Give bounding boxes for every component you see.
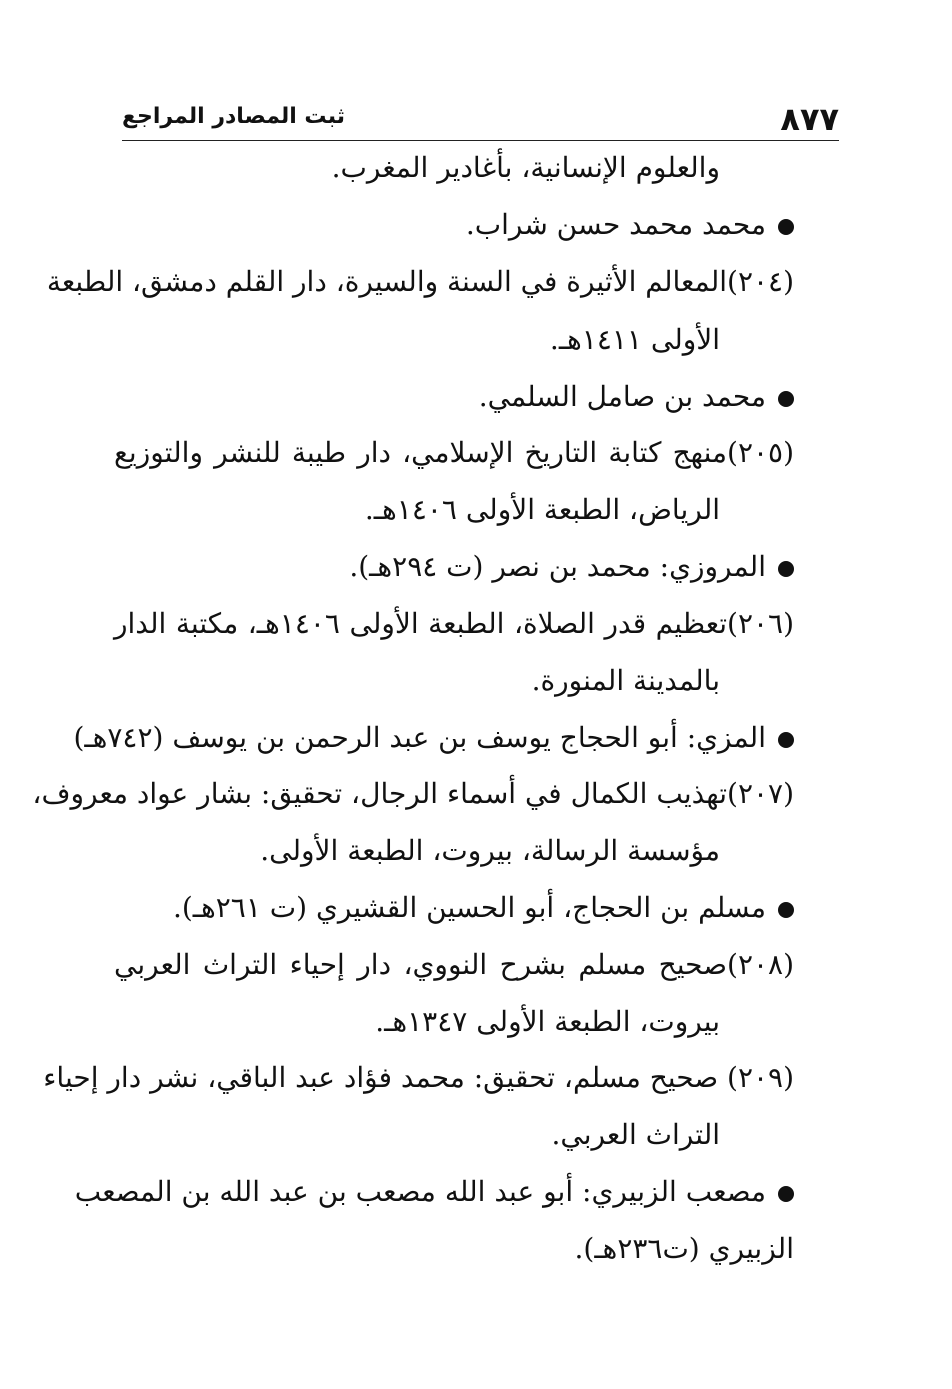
page-header: [122, 96, 839, 141]
bullet-icon: [778, 902, 794, 918]
bullet-icon: [778, 219, 794, 235]
reference-continuation: بالمدينة المنورة.: [531, 664, 720, 697]
reference-entry: (٢٠٩) صحيح مسلم، تحقيق: محمد فؤاد عبد الباقي، نشر دار إحياء: [43, 1061, 794, 1094]
reference-entry: (٢٠٦)تعظيم قدر الصلاة، الطبعة الأولى ١٤٠٦هـ، مكتبة الدار: [114, 607, 794, 640]
running-title: ثبت المصادر المراجع: [122, 104, 345, 129]
author-name: المروزي: محمد بن نصر (ت ٢٩٤هـ).: [349, 550, 766, 583]
author-entry: [173, 888, 794, 928]
reference-continuation: مؤسسة الرسالة، بيروت، الطبعة الأولى.: [260, 834, 720, 867]
bullet-icon: [778, 1186, 794, 1202]
page-number: ٨٧٧: [780, 100, 839, 138]
bullet-icon: [778, 561, 794, 577]
reference-entry: (٢٠٤)المعالم الأثيرة في السنة والسيرة، دار القلم دمشق، الطبعة: [46, 265, 794, 298]
author-entry: [466, 205, 794, 245]
author-continuation: الزبيري (ت٢٣٦هـ).: [574, 1232, 794, 1265]
reference-entry: (٢٠٧)تهذيب الكمال في أسماء الرجال، تحقيق: بشار عواد معروف،: [32, 777, 794, 810]
author-name: محمد محمد حسن شراب.: [465, 208, 766, 241]
author-name: محمد بن صامل السلمي.: [478, 380, 766, 413]
author-name: مسلم بن الحجاج، أبو الحسين القشيري (ت ٢٦١هـ).: [172, 891, 766, 924]
author-entry: [349, 547, 794, 587]
reference-entry: (٢٠٨)صحيح مسلم بشرح النووي، دار إحياء التراث العربي: [114, 948, 794, 981]
bullet-icon: [778, 732, 794, 748]
reference-continuation: الرياض، الطبعة الأولى ١٤٠٦هـ.: [364, 493, 720, 526]
author-entry: [73, 718, 794, 758]
reference-continuation: الأولى ١٤١١هـ.: [549, 323, 720, 356]
reference-entry: (٢٠٥)منهج كتابة التاريخ الإسلامي، دار طيبة للنشر والتوزيع: [114, 436, 794, 469]
author-name: المزي: أبو الحجاج يوسف بن عبد الرحمن بن يوسف (٧٤٢هـ): [73, 721, 766, 754]
author-name: مصعب الزبيري: أبو عبد الله مصعب بن عبد الله بن المصعب: [74, 1175, 766, 1208]
author-entry: [74, 1172, 794, 1212]
bullet-icon: [778, 391, 794, 407]
author-entry: [479, 377, 794, 417]
reference-continuation: بيروت، الطبعة الأولى ١٣٤٧هـ.: [375, 1005, 720, 1038]
reference-continuation: التراث العربي.: [551, 1118, 720, 1151]
text-line: والعلوم الإنسانية، بأغادير المغرب.: [331, 151, 720, 184]
